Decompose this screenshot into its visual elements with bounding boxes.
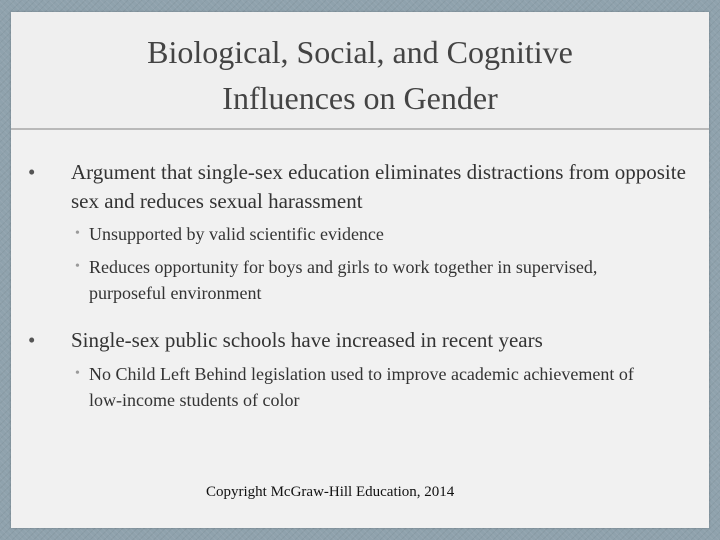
sub-bullet-item-1b: [75, 254, 669, 306]
sub-bullet-icon: •: [75, 226, 80, 241]
bullet-text: Argument that single-sex education eliminates distractions from opposite sex and reduces sexual harassment: [71, 160, 686, 213]
sub-bullet-icon: •: [75, 366, 80, 381]
copyright-footer: Copyright McGraw-Hill Education, 2014: [206, 484, 455, 500]
slide: [11, 12, 709, 528]
bullet-item-1: [28, 158, 691, 216]
bullet-icon: •: [28, 160, 36, 184]
sub-bullet-text: Unsupported by valid scientific evidence: [89, 224, 384, 244]
slide-title-line-2: Influences on Gender: [222, 80, 498, 116]
slide-body: [11, 12, 709, 528]
bullet-item-2: [28, 326, 691, 355]
sub-bullet-item-2a: [75, 361, 669, 413]
bullet-icon: •: [28, 328, 36, 352]
slide-title-line-1: Biological, Social, and Cognitive: [147, 34, 573, 70]
sub-bullet-icon: •: [75, 259, 80, 274]
sub-bullet-text: No Child Left Behind legislation used to improve academic achievement of low-income students of color: [89, 364, 634, 410]
sub-bullet-text: Reduces opportunity for boys and girls to work together in supervised, purposeful environment: [89, 257, 598, 303]
bullet-text: Single-sex public schools have increased in recent years: [71, 328, 543, 352]
sub-bullet-item-1a: [75, 221, 669, 247]
